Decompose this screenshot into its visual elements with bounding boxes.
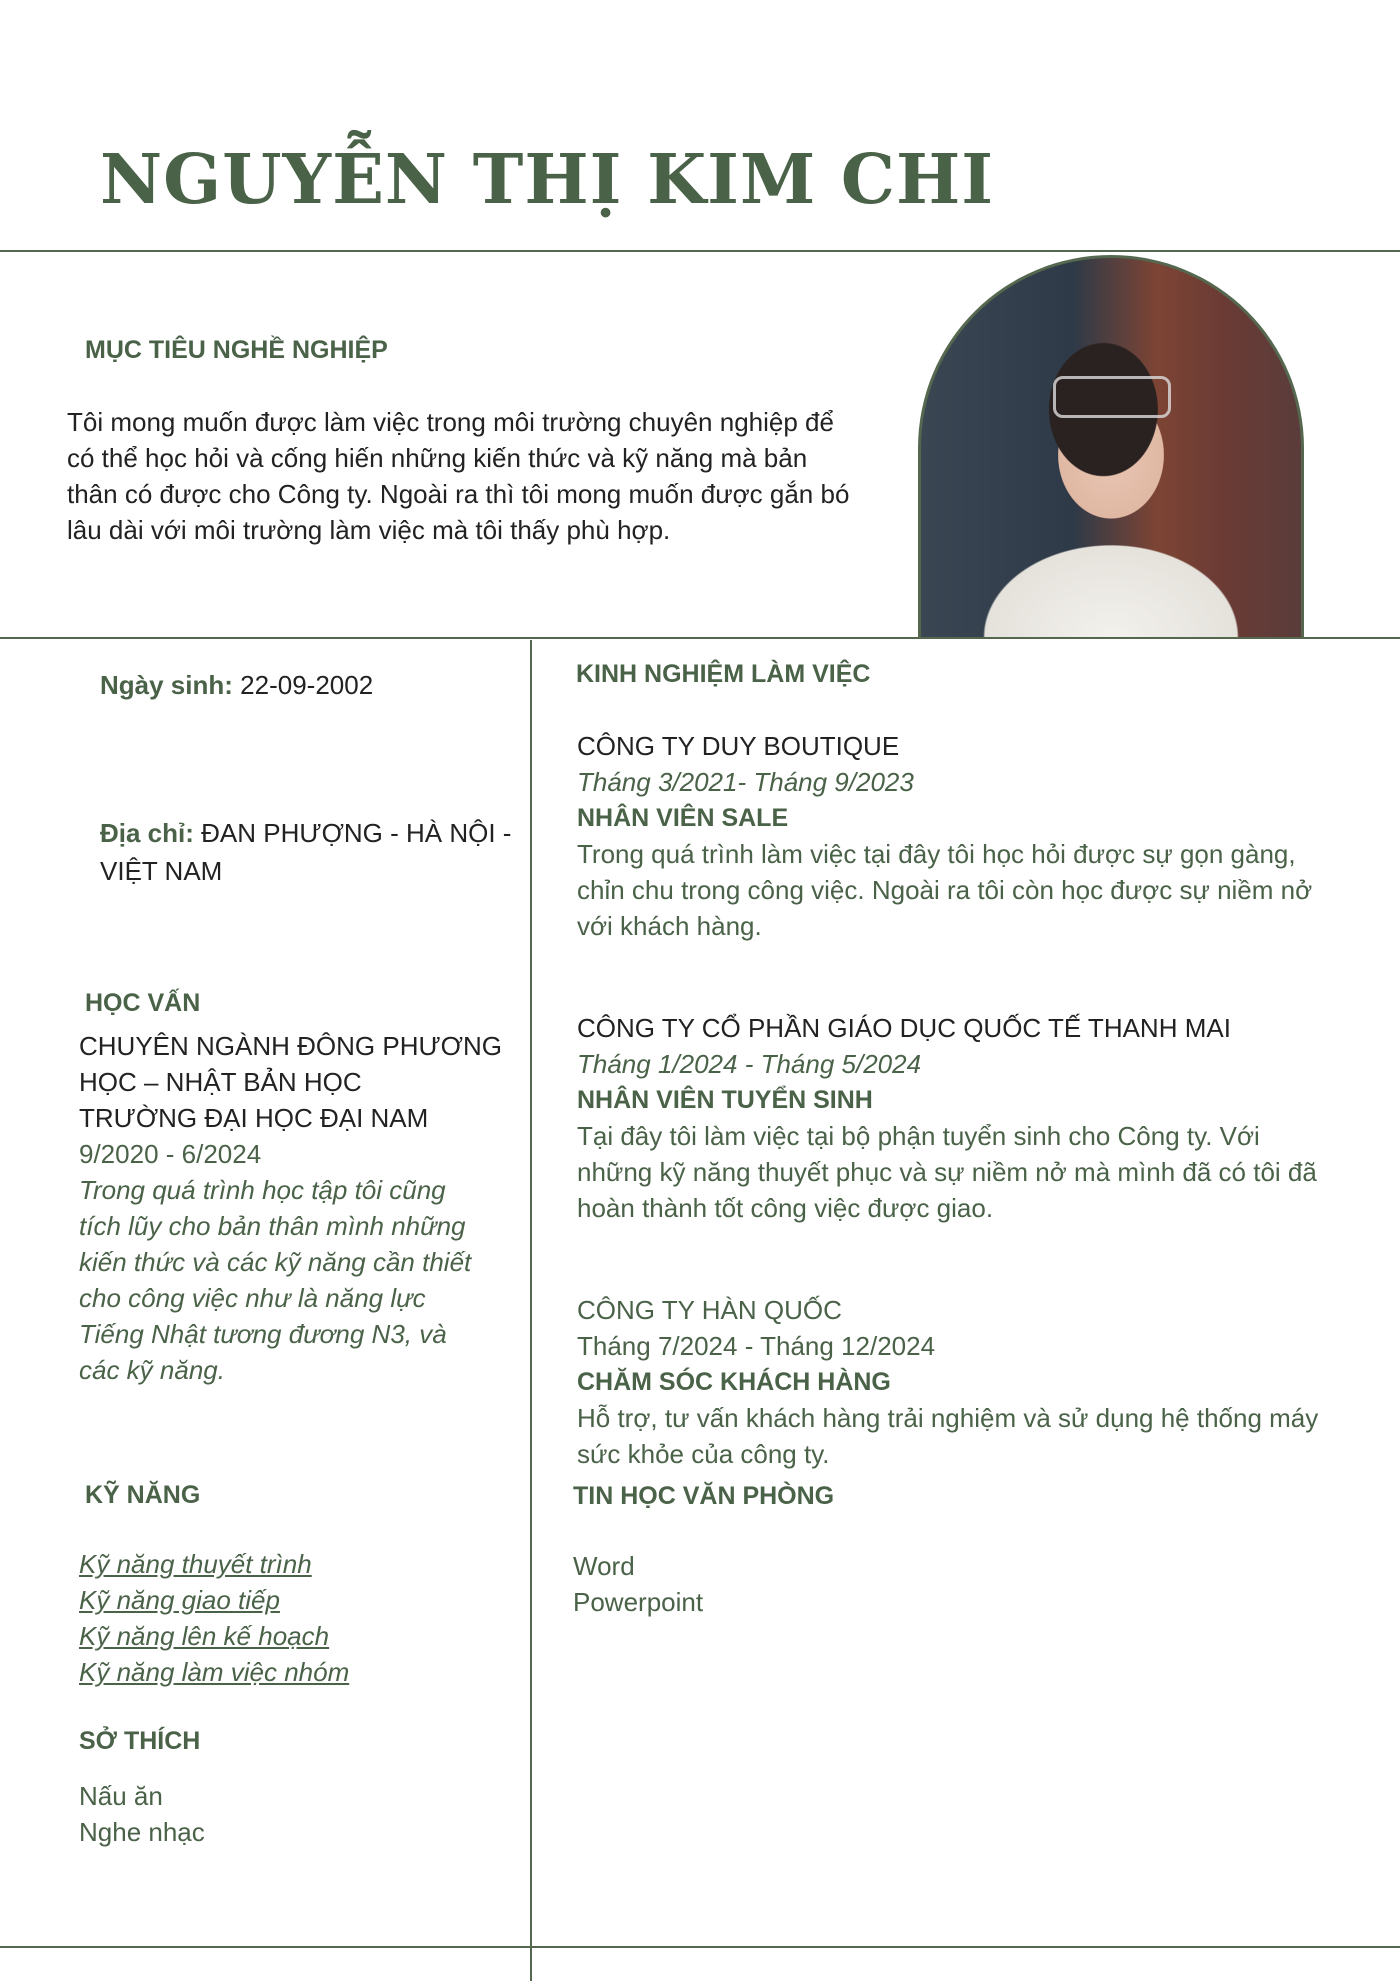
job-desc-line: chỉn chu trong công việc. Ngoài ra tôi còn học được sự niềm nở bbox=[577, 875, 1313, 905]
education-desc-line: các kỹ năng. bbox=[79, 1355, 225, 1385]
address-line: ĐAN PHƯỢNG - HÀ NỘI - bbox=[201, 818, 512, 848]
birth-value: 22-09-2002 bbox=[240, 670, 374, 700]
education-desc-line: tích lũy cho bản thân mình những bbox=[79, 1211, 466, 1241]
hobby-item: Nấu ăn bbox=[79, 1781, 163, 1811]
section-divider bbox=[0, 637, 1400, 639]
objective-heading: MỤC TIÊU NGHỀ NGHIỆP bbox=[85, 336, 388, 364]
column-divider bbox=[530, 640, 532, 1981]
job-desc-line: Hỗ trợ, tư vấn khách hàng trải nghiệm và sử dụng hệ thống máy bbox=[577, 1403, 1319, 1433]
birth-date: Ngày sinh: 22-09-2002 bbox=[100, 670, 374, 700]
job-role: NHÂN VIÊN TUYỂN SINH bbox=[577, 1086, 873, 1114]
office-item: Powerpoint bbox=[573, 1587, 704, 1617]
objective-line: thân có được cho Công ty. Ngoài ra thì tôi mong muốn được gắn bó bbox=[67, 479, 850, 509]
education-period: 9/2020 - 6/2024 bbox=[79, 1139, 262, 1169]
office-heading: TIN HỌC VĂN PHÒNG bbox=[573, 1482, 835, 1510]
job-company: CÔNG TY HÀN QUỐC bbox=[577, 1295, 842, 1325]
education-block bbox=[79, 1028, 519, 1388]
job-period: Tháng 3/2021- Tháng 9/2023 bbox=[577, 767, 914, 797]
job-company: CÔNG TY DUY BOUTIQUE bbox=[577, 731, 900, 761]
profile-photo bbox=[918, 255, 1304, 637]
address: Địa chỉ: ĐAN PHƯỢNG - HÀ NỘI - VIỆT NAM bbox=[100, 814, 511, 890]
skill-item[interactable]: Kỹ năng thuyết trình bbox=[79, 1549, 312, 1579]
hobbies-heading: SỞ THÍCH bbox=[79, 1727, 201, 1755]
candidate-name: NGUYỄN THỊ KIM CHI bbox=[100, 140, 995, 220]
skill-item[interactable]: Kỹ năng giao tiếp bbox=[79, 1585, 280, 1615]
job-desc-line: sức khỏe của công ty. bbox=[577, 1439, 830, 1469]
skills-heading: KỸ NĂNG bbox=[85, 1481, 201, 1509]
job-desc-line: những kỹ năng thuyết phục và sự niềm nở mà mình đã có tôi đã bbox=[577, 1157, 1317, 1187]
address-label: Địa chỉ bbox=[100, 818, 186, 848]
job-entry bbox=[577, 728, 1377, 944]
office-item: Word bbox=[573, 1551, 635, 1581]
office-list bbox=[573, 1548, 703, 1620]
job-role: CHĂM SÓC KHÁCH HÀNG bbox=[577, 1368, 891, 1396]
skill-item[interactable]: Kỹ năng lên kế hoạch bbox=[79, 1621, 330, 1651]
hobbies-list bbox=[79, 1778, 205, 1850]
education-desc-line: Trong quá trình học tập tôi cũng bbox=[79, 1175, 446, 1205]
skill-item[interactable]: Kỹ năng làm việc nhóm bbox=[79, 1657, 350, 1687]
birth-label: Ngày sinh bbox=[100, 670, 225, 700]
job-desc-line: hoàn thành tốt công việc được giao. bbox=[577, 1193, 994, 1223]
job-entry bbox=[577, 1292, 1377, 1472]
job-role: NHÂN VIÊN SALE bbox=[577, 804, 789, 832]
header-divider bbox=[0, 250, 1400, 252]
job-desc-line: Trong quá trình làm việc tại đây tôi học hỏi được sự gọn gàng, bbox=[577, 839, 1296, 869]
job-entry bbox=[577, 1010, 1377, 1226]
footer-divider bbox=[0, 1946, 1400, 1948]
education-desc-line: kiến thức và các kỹ năng cần thiết bbox=[79, 1247, 472, 1277]
education-major-line: HỌC – NHẬT BẢN HỌC bbox=[79, 1067, 362, 1097]
education-desc-line: cho công việc như là năng lực bbox=[79, 1283, 426, 1313]
job-period: Tháng 1/2024 - Tháng 5/2024 bbox=[577, 1049, 922, 1079]
address-line: VIỆT NAM bbox=[100, 856, 223, 886]
job-company: CÔNG TY CỔ PHẦN GIÁO DỤC QUỐC TẾ THANH MAI bbox=[577, 1013, 1231, 1043]
job-desc-line: với khách hàng. bbox=[577, 911, 762, 941]
job-desc-line: Tại đây tôi làm việc tại bộ phận tuyển sinh cho Công ty. Với bbox=[577, 1121, 1260, 1151]
job-period: Tháng 7/2024 - Tháng 12/2024 bbox=[577, 1331, 936, 1361]
objective-line: lâu dài với môi trường làm việc mà tôi thấy phù hợp. bbox=[67, 515, 671, 545]
experience-heading: KINH NGHIỆM LÀM VIỆC bbox=[576, 660, 871, 688]
glasses-shape bbox=[1053, 376, 1171, 418]
education-desc-line: Tiếng Nhật tương đương N3, và bbox=[79, 1319, 447, 1349]
objective-line: Tôi mong muốn được làm việc trong môi trường chuyên nghiệp để bbox=[67, 407, 834, 437]
education-major-line: CHUYÊN NGÀNH ĐÔNG PHƯƠNG bbox=[79, 1031, 502, 1061]
education-major-line: TRƯỜNG ĐẠI HỌC ĐẠI NAM bbox=[79, 1103, 429, 1133]
objective-text bbox=[67, 404, 887, 548]
hobby-item: Nghe nhạc bbox=[79, 1817, 205, 1847]
objective-line: có thể học hỏi và cống hiến những kiến thức và kỹ năng mà bản bbox=[67, 443, 808, 473]
skills-list bbox=[79, 1546, 349, 1690]
education-heading: HỌC VẤN bbox=[85, 989, 201, 1017]
